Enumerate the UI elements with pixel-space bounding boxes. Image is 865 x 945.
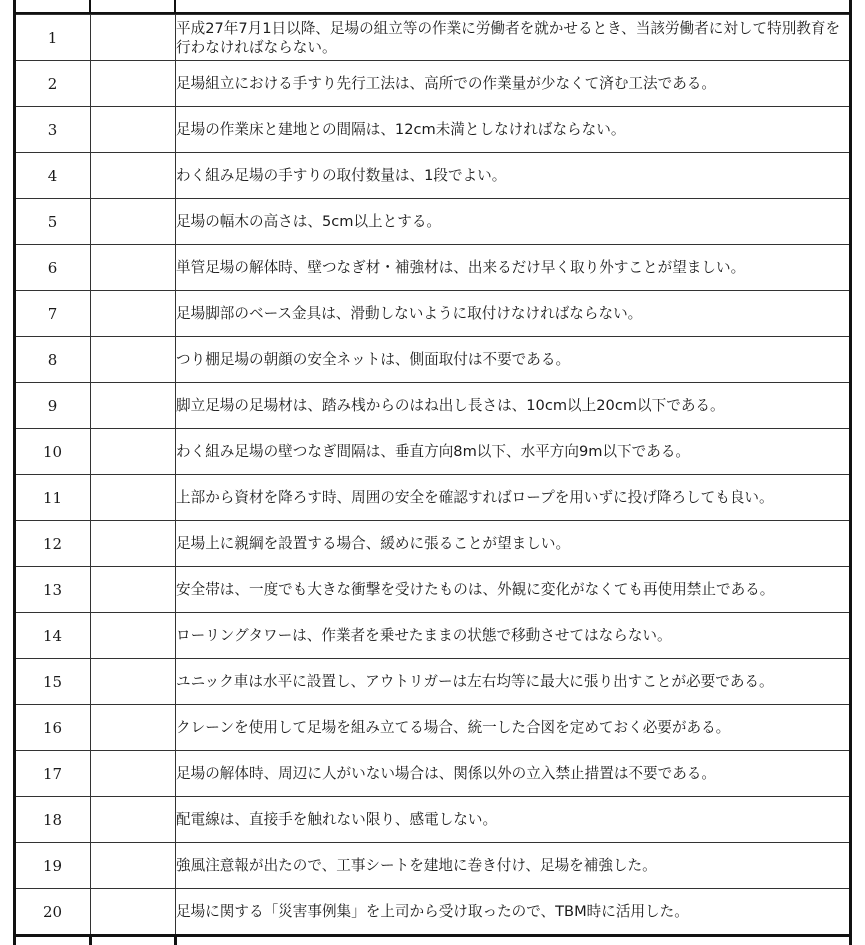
answer-cell[interactable]	[91, 337, 176, 383]
statement-text: 足場の幅木の高さは、5cm以上とする。	[176, 199, 851, 245]
row-number: 14	[15, 613, 91, 659]
table-bottom-edge	[14, 934, 851, 945]
table-row	[15, 751, 851, 797]
answer-cell[interactable]	[91, 659, 176, 705]
row-number: 18	[15, 797, 91, 843]
table-row	[15, 567, 851, 613]
answer-cell[interactable]	[91, 291, 176, 337]
row-number: 15	[15, 659, 91, 705]
statement-text: つり棚足場の朝顔の安全ネットは、側面取付は不要である。	[176, 337, 851, 383]
column-divider	[89, 0, 91, 14]
statement-text: 単管足場の解体時、壁つなぎ材・補強材は、出来るだけ早く取り外すことが望ましい。	[176, 245, 851, 291]
row-number: 12	[15, 521, 91, 567]
answer-cell[interactable]	[91, 61, 176, 107]
table-row	[15, 429, 851, 475]
statement-text: わく組み足場の壁つなぎ間隔は、垂直方向8m以下、水平方向9m以下である。	[176, 429, 851, 475]
table-row	[15, 383, 851, 429]
table-row	[15, 107, 851, 153]
statement-text: 平成27年7月1日以降、足場の組立等の作業に労働者を就かせるとき、当該労働者に対して特別教育を行わなければならない。	[176, 15, 851, 61]
row-number: 19	[15, 843, 91, 889]
outer-border-right	[849, 0, 852, 945]
row-number: 10	[15, 429, 91, 475]
statement-text: 強風注意報が出たので、工事シートを建地に巻き付け、足場を補強した。	[176, 843, 851, 889]
answer-cell[interactable]	[91, 475, 176, 521]
table-row	[15, 291, 851, 337]
table-top-edge	[14, 0, 851, 14]
table-row	[15, 15, 851, 61]
answer-cell[interactable]	[91, 521, 176, 567]
outer-border-left	[13, 0, 16, 945]
row-number: 3	[15, 107, 91, 153]
table-row	[15, 843, 851, 889]
statement-text: 足場の作業床と建地との間隔は、12cm未満としなければならない。	[176, 107, 851, 153]
statement-text: 配電線は、直接手を触れない限り、感電しない。	[176, 797, 851, 843]
row-number: 4	[15, 153, 91, 199]
table-row	[15, 613, 851, 659]
column-divider	[174, 934, 177, 945]
statement-text: 足場組立における手すり先行工法は、高所での作業量が少なくて済む工法である。	[176, 61, 851, 107]
table-row	[15, 245, 851, 291]
statement-text: 安全帯は、一度でも大きな衝撃を受けたものは、外観に変化がなくても再使用禁止である。	[176, 567, 851, 613]
table-row	[15, 199, 851, 245]
table-row	[15, 705, 851, 751]
table-row	[15, 659, 851, 705]
statement-text: 足場上に親綱を設置する場合、緩めに張ることが望ましい。	[176, 521, 851, 567]
statement-text: 足場脚部のベース金具は、滑動しないように取付けなければならない。	[176, 291, 851, 337]
answer-cell[interactable]	[91, 567, 176, 613]
statement-text: わく組み足場の手すりの取付数量は、1段でよい。	[176, 153, 851, 199]
table-row	[15, 475, 851, 521]
table-row	[15, 889, 851, 935]
row-number: 13	[15, 567, 91, 613]
answer-cell[interactable]	[91, 199, 176, 245]
row-number: 2	[15, 61, 91, 107]
statement-text: 足場に関する「災害事例集」を上司から受け取ったので、TBM時に活用した。	[176, 889, 851, 935]
answer-cell[interactable]	[91, 889, 176, 935]
answer-cell[interactable]	[91, 153, 176, 199]
row-number: 17	[15, 751, 91, 797]
statement-text: ユニック車は水平に設置し、アウトリガーは左右均等に最大に張り出すことが必要である。	[176, 659, 851, 705]
row-number: 7	[15, 291, 91, 337]
statement-text: 足場の解体時、周辺に人がいない場合は、関係以外の立入禁止措置は不要である。	[176, 751, 851, 797]
row-number: 20	[15, 889, 91, 935]
table-row	[15, 521, 851, 567]
answer-cell[interactable]	[91, 107, 176, 153]
statement-text: 脚立足場の足場材は、踏み桟からのはね出し長さは、10cm以上20cm以下である。	[176, 383, 851, 429]
answer-cell[interactable]	[91, 705, 176, 751]
row-number: 1	[15, 15, 91, 61]
row-number: 8	[15, 337, 91, 383]
quiz-table	[14, 14, 851, 935]
answer-cell[interactable]	[91, 383, 176, 429]
row-number: 5	[15, 199, 91, 245]
row-number: 11	[15, 475, 91, 521]
row-number: 9	[15, 383, 91, 429]
table-row	[15, 337, 851, 383]
answer-cell[interactable]	[91, 751, 176, 797]
table-row	[15, 797, 851, 843]
table-row	[15, 61, 851, 107]
answer-cell[interactable]	[91, 245, 176, 291]
statement-text: ローリングタワーは、作業者を乗せたままの状態で移動させてはならない。	[176, 613, 851, 659]
table-row	[15, 153, 851, 199]
answer-cell[interactable]	[91, 15, 176, 61]
quiz-table-body	[15, 15, 851, 935]
statement-text: クレーンを使用して足場を組み立てる場合、統一した合図を定めておく必要がある。	[176, 705, 851, 751]
answer-cell[interactable]	[91, 429, 176, 475]
column-divider	[89, 934, 92, 945]
column-divider	[174, 0, 176, 14]
row-number: 6	[15, 245, 91, 291]
answer-cell[interactable]	[91, 797, 176, 843]
answer-cell[interactable]	[91, 613, 176, 659]
footer-rule	[14, 934, 851, 937]
row-number: 16	[15, 705, 91, 751]
answer-cell[interactable]	[91, 843, 176, 889]
statement-text: 上部から資材を降ろす時、周囲の安全を確認すればロープを用いずに投げ降ろしても良い。	[176, 475, 851, 521]
